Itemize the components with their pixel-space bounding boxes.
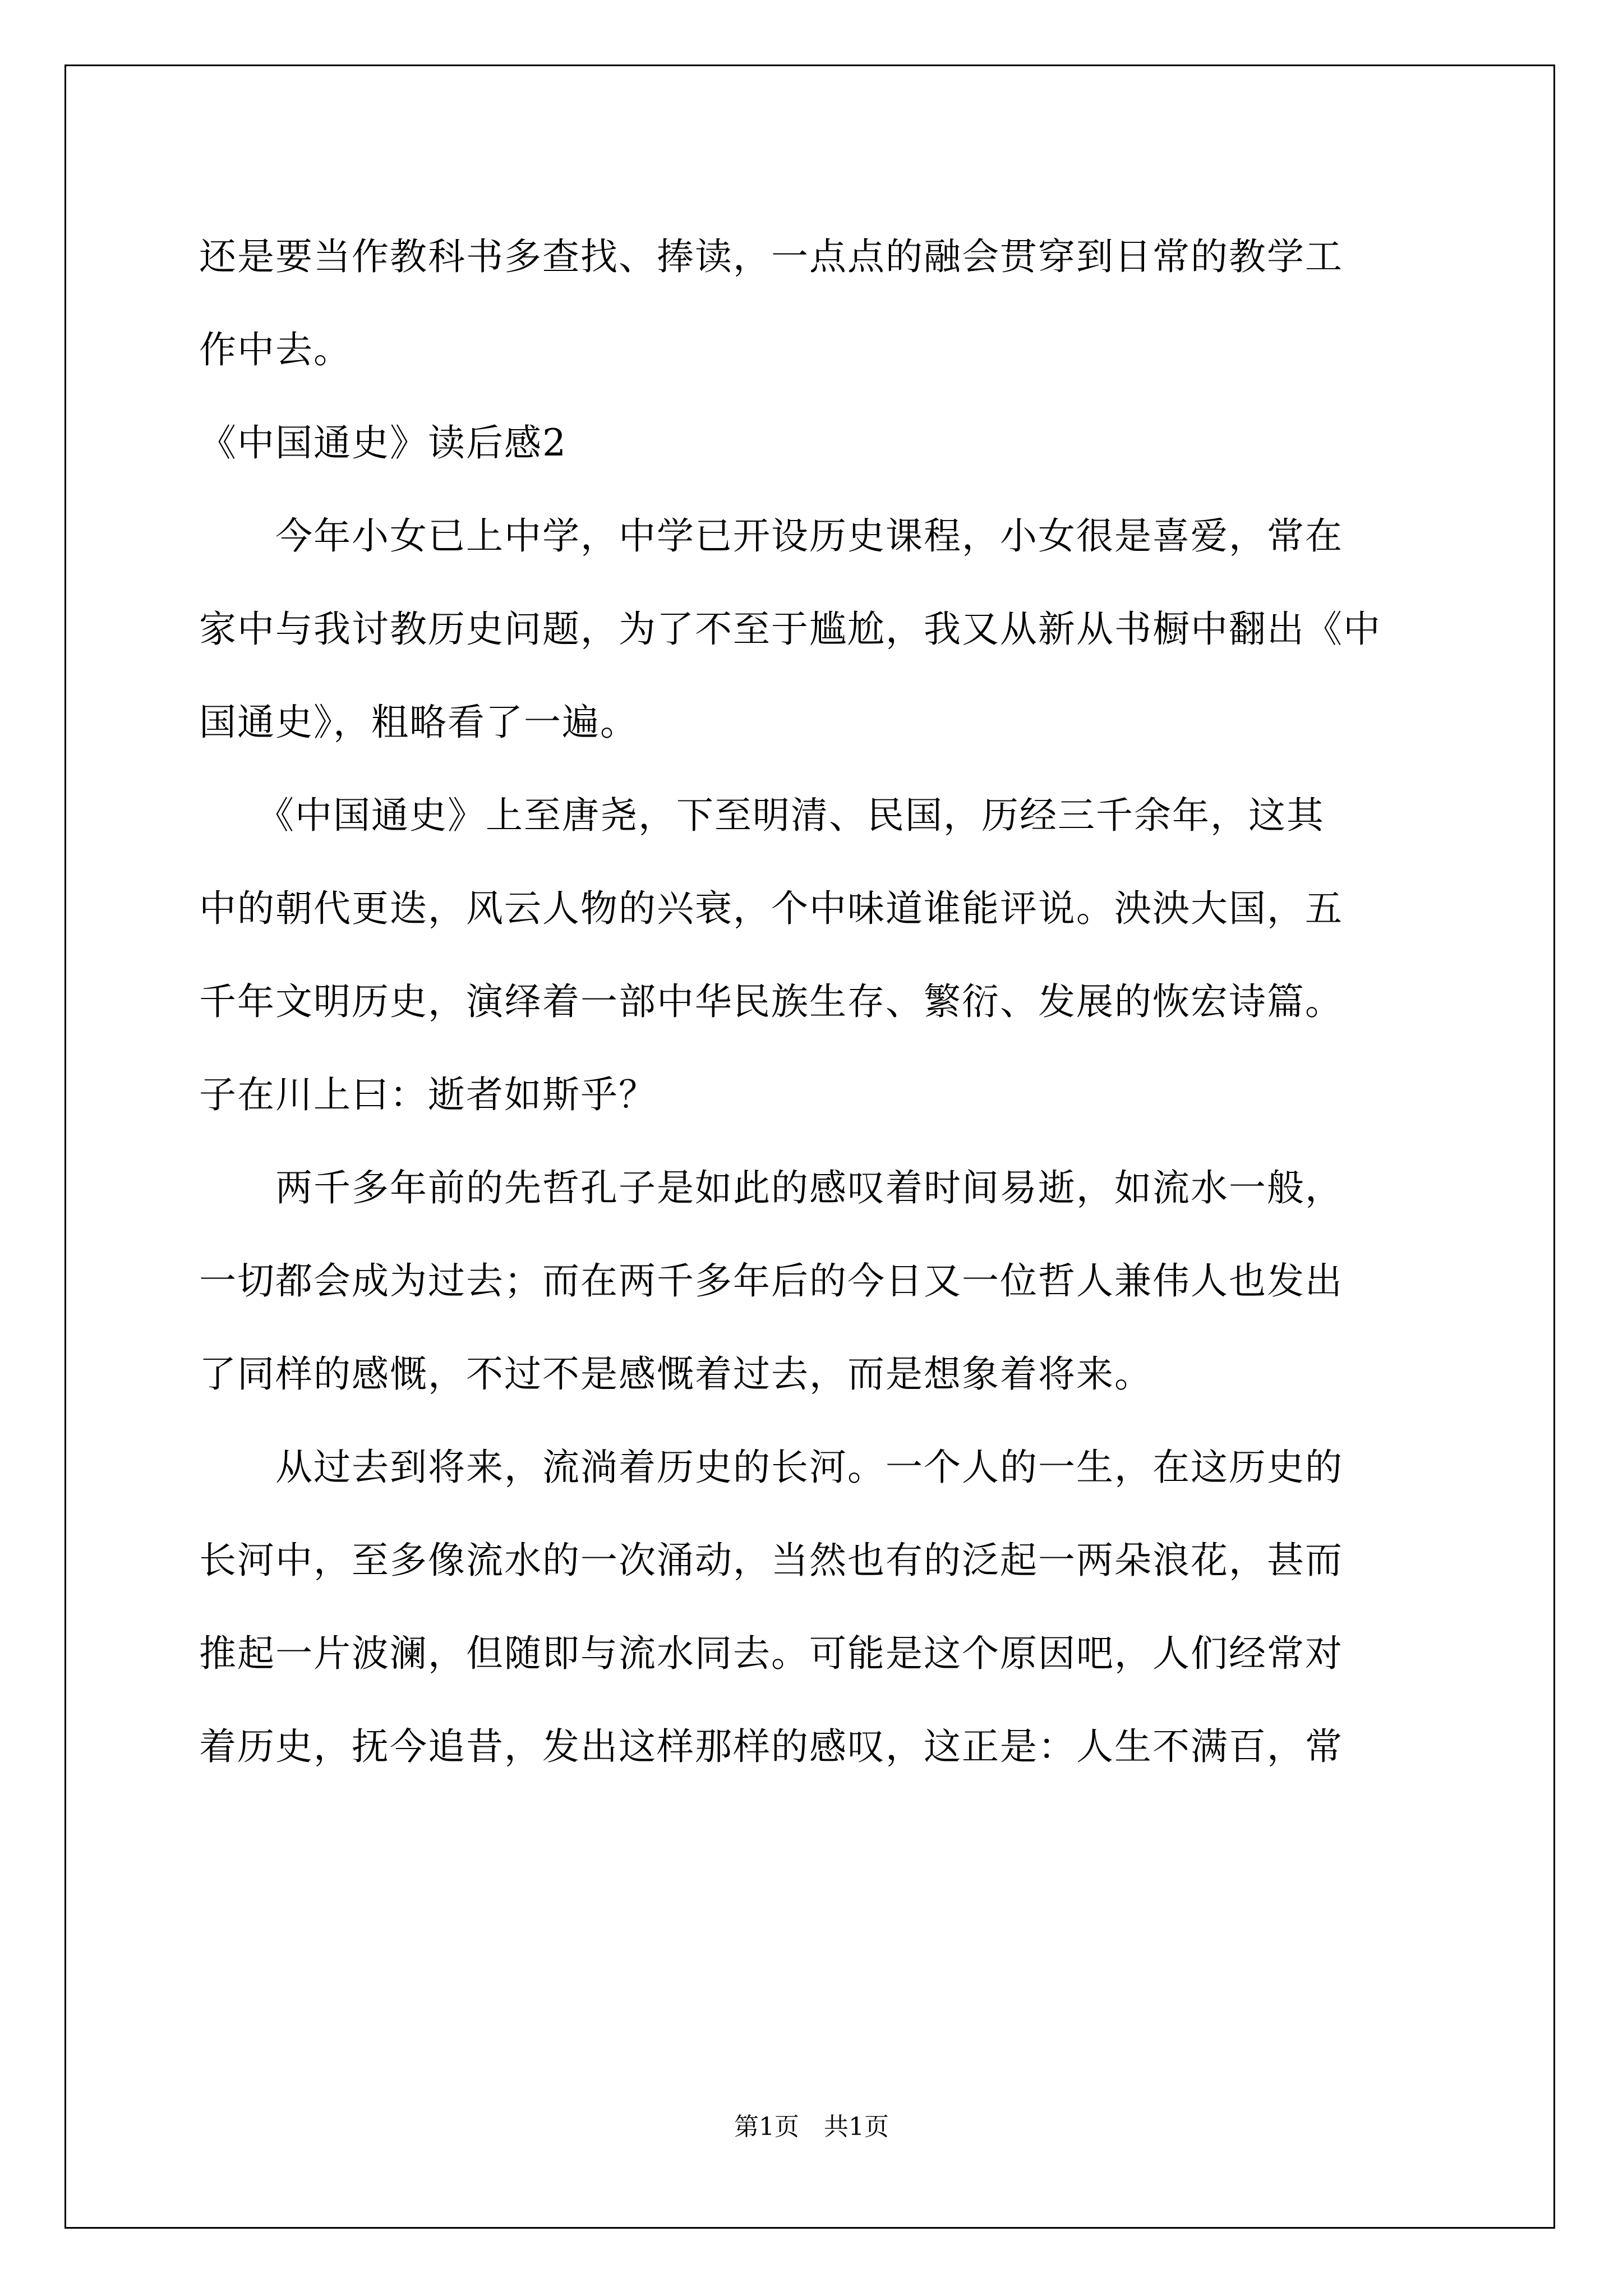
text-line: 长河中，至多像流水的一次涌动，当然也有的泛起一两朵浪花，甚而 (199, 1539, 1343, 1582)
text-line: 千年文明历史，演绎着一部中华民族生存、繁衍、发展的恢宏诗篇。 (199, 980, 1343, 1023)
text-line: 国通史》，粗略看了一遍。 (199, 701, 638, 744)
text-line: 中的朝代更迭，风云人物的兴衰，个中味道谁能评说。泱泱大国，五 (199, 887, 1343, 930)
text-line: 从过去到将来，流淌着历史的长河。一个人的一生，在这历史的 (199, 1446, 1343, 1489)
document-body (199, 210, 1431, 1793)
section-heading: 《中国通史》读后感2 (199, 421, 567, 464)
text-line: 还是要当作教科书多查找、捧读，一点点的融会贯穿到日常的教学工 (199, 235, 1343, 278)
text-line: 子在川上曰：逝者如斯乎？ (199, 1073, 657, 1116)
text-line: 今年小女已上中学，中学已开设历史课程，小女很是喜爱，常在 (199, 514, 1343, 558)
text-line: 着历史，抚今追昔，发出这样那样的感叹，这正是：人生不满百，常 (199, 1725, 1343, 1768)
text-line: 一切都会成为过去；而在两千多年后的今日又一位哲人兼伟人也发出 (199, 1259, 1343, 1303)
text-line: 两千多年前的先哲孔子是如此的感叹着时间易逝，如流水一般， (199, 1166, 1343, 1209)
text-line: 作中去。 (199, 328, 352, 371)
page-footer: 第1页 共1页 (734, 2113, 889, 2141)
text-line: 推起一片波澜，但随即与流水同去。可能是这个原因吧，人们经常对 (199, 1632, 1343, 1675)
text-line: 《中国通史》上至唐尧，下至明清、民国，历经三千余年，这其 (199, 794, 1325, 837)
text-line: 家中与我讨教历史问题，为了不至于尴尬，我又从新从书橱中翻出《中 (199, 608, 1381, 651)
text-line: 了同样的感慨，不过不是感慨着过去，而是想象着将来。 (199, 1352, 1152, 1396)
